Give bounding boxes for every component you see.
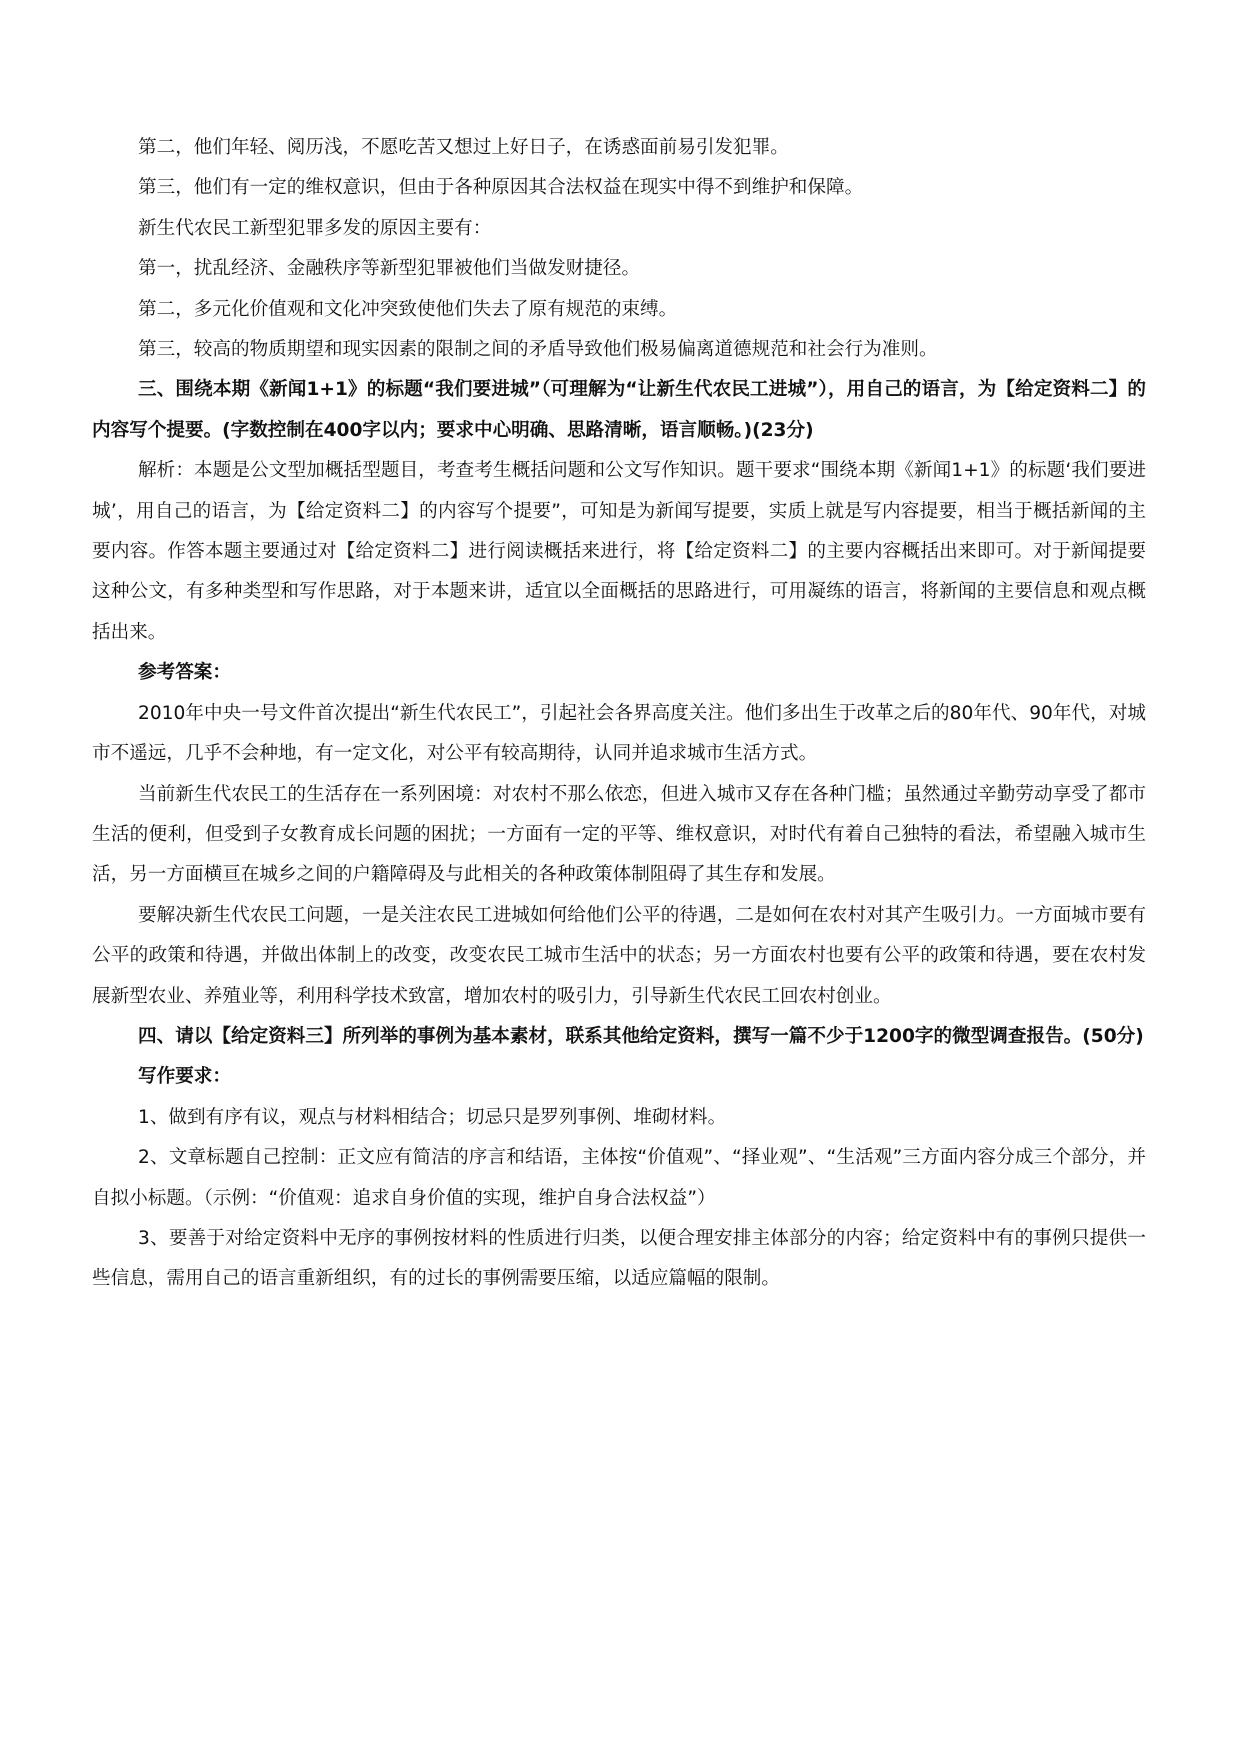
answer-paragraph-2: 当前新生代农民工的生活存在一系列困境：对农村不那么依恋，但进入城市又存在各种门槛；虽然通过辛勤劳动享受了都市生活的便利，但受到子女教育成长问题的困扰；一方面有一定的平等、维权意识，对时代有着自己独特的看法，希望融入城市生活，另一方面横亘在城乡之间的户籍障碍及与此相关的各种政策体制阻碍了其生存和发展。: [92, 783, 1146, 886]
paragraph-6: 第三，较高的物质期望和现实因素的限制之间的矛盾导致他们极易偏离道德规范和社会行为准则。: [138, 339, 938, 361]
question-4-heading: 四、请以【给定资料三】所列举的事例为基本素材，联系其他给定资料，撰写一篇不少于1200字的微型调查报告。(50分): [138, 1025, 1144, 1047]
writing-requirements-label: 写作要求：: [138, 1066, 231, 1088]
paragraph-5: 第二，多元化价值观和文化冲突致使他们失去了原有规范的束缚。: [138, 298, 678, 320]
requirement-1: 1、做到有序有议，观点与材料相结合；切忌只是罗列事例、堆砌材料。: [138, 1106, 727, 1128]
paragraph-1: 第二，他们年轻、阅历浅，不愿吃苦又想过上好日子，在诱惑面前易引发犯罪。: [138, 137, 789, 158]
answer-paragraph-1: 2010年中央一号文件首次提出“新生代农民工”，引起社会各界高度关注。他们多出生于改革之后的80年代、90年代，对城市不遥远，几乎不会种地，有一定文化，对公平有较高期待，认同并追求城市生活方式。: [92, 702, 1146, 765]
paragraph-2: 第三，他们有一定的维权意识，但由于各种原因其合法权益在现实中得不到维护和保障。: [138, 177, 864, 199]
analysis-paragraph: 解析：本题是公文型加概括型题目，考查考生概括问题和公文写作知识。题干要求“围绕本期《新闻1+1》的标题‘我们要进城’，用自己的语言，为【给定资料二】的内容写个提要”，可知是为新闻写提要，实质上就是写内容提要，相当于概括新闻的主要内容。作答本题主要通过对【给定资料二】进行阅读概括来进行，将【给定资料二】的主要内容概括出来即可。对于新闻提要这种公文，有多种类型和写作思路，对于本题来讲，适宜以全面概括的思路进行，可用凝练的语言，将新闻的主要信息和观点概括出来。: [92, 460, 1146, 643]
document-page: [92, 128, 1146, 1300]
paragraph-3: 新生代农民工新型犯罪多发的原因主要有：: [138, 217, 492, 239]
requirement-2: 2、文章标题自己控制：正文应有简洁的序言和结语，主体按“价值观”、“择业观”、“生活观”三方面内容分成三个部分，并自拟小标题。（示例：“价值观：追求自身价值的实现，维护自身合法权益”）: [92, 1147, 1146, 1209]
reference-answer-label: 参考答案：: [138, 662, 231, 684]
question-3-heading: 三、围绕本期《新闻1+1》的标题“我们要进城”（可理解为“让新生代农民工进城”），用自己的语言，为【给定资料二】的内容写个提要。(字数控制在400字以内；要求中心明确、思路清晰，语言顺畅。)(23分): [92, 379, 1146, 441]
requirement-3: 3、要善于对给定资料中无序的事例按材料的性质进行归类，以便合理安排主体部分的内容；给定资料中有的事例只提供一些信息，需用自己的语言重新组织，有的过长的事例需要压缩，以适应篇幅的限制。: [92, 1227, 1146, 1290]
paragraph-4: 第一，扰乱经济、金融秩序等新型犯罪被他们当做发财捷径。: [138, 258, 641, 280]
answer-paragraph-3: 要解决新生代农民工问题，一是关注农民工进城如何给他们公平的待遇，二是如何在农村对其产生吸引力。一方面城市要有公平的政策和待遇，并做出体制上的改变，改变农民工城市生活中的状态；另一方面农村也要有公平的政策和待遇，要在农村发展新型农业、养殖业等，利用科学技术致富，增加农村的吸引力，引导新生代农民工回农村创业。: [92, 904, 1146, 1007]
